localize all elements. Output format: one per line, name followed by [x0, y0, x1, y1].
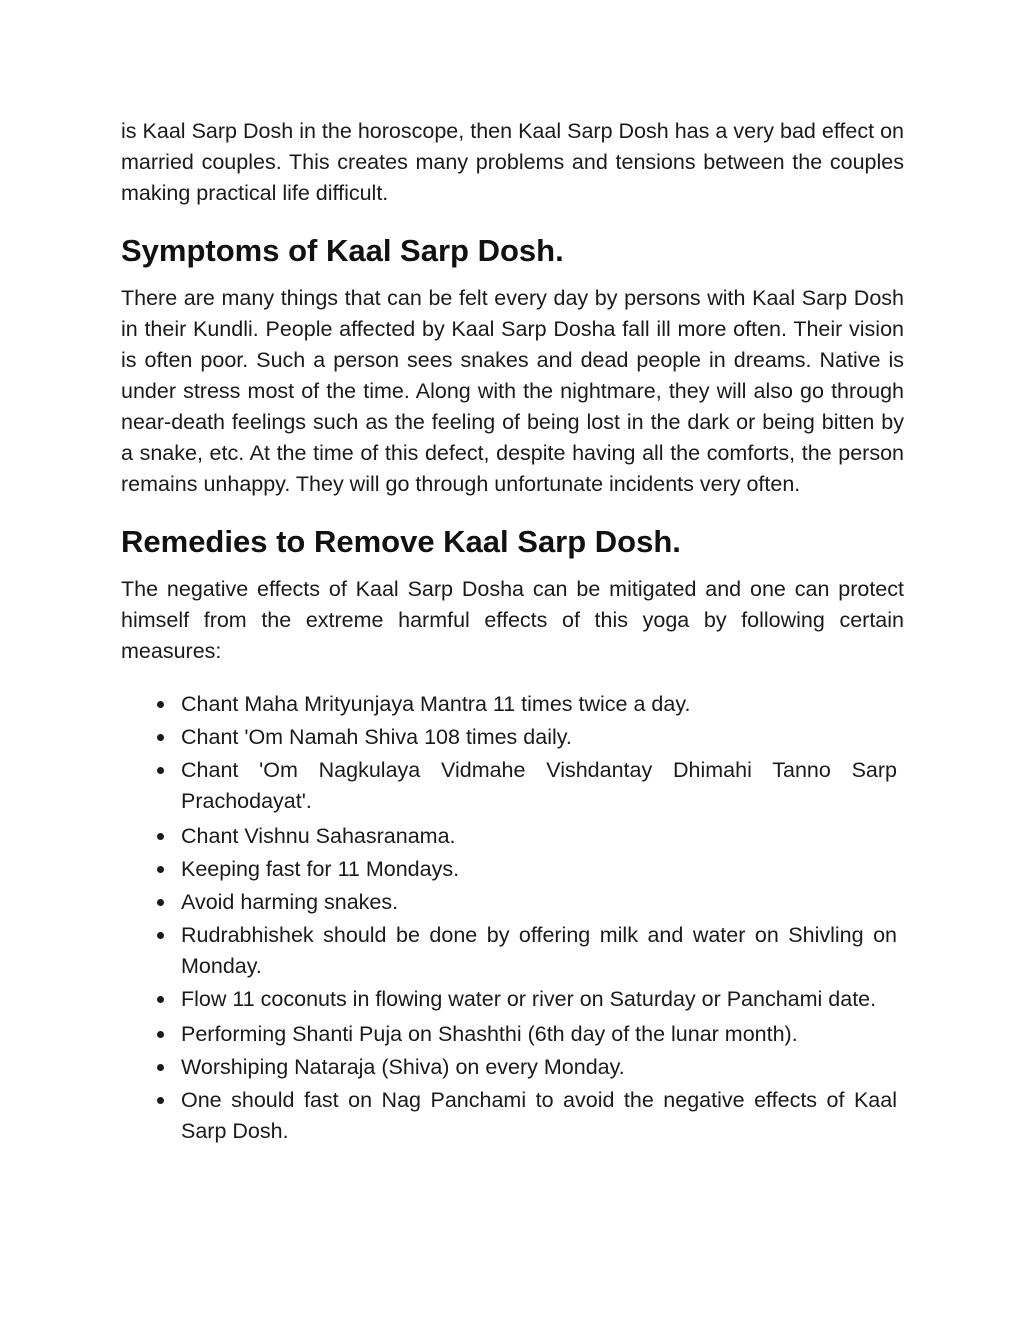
list-item-text: Avoid harming snakes. [181, 890, 399, 914]
bullet-icon [157, 701, 164, 708]
bullet-icon [157, 1031, 164, 1038]
bullet-icon [157, 1097, 164, 1104]
list-item [121, 821, 897, 852]
list-item-text: Performing Shanti Puja on Shashthi (6th day of the lunar month). [181, 1022, 798, 1046]
symptoms-paragraph: There are many things that can be felt every day by persons with Kaal Sarp Dosh in their Kundli. People affected by Kaal Sarp Dosha fall ill more often. Their vision is often poor. Such a person sees snakes and dead people in dreams. Native is under stress most of the time. Along with the nightmare, they will also go through near-death feelings such as the feeling of being lost in the dark or being bitten by a snake, etc. At the time of this defect, despite having all the comforts, the person remains unhappy. They will go through unfortunate incidents very often. [121, 286, 904, 496]
list-item [121, 1019, 897, 1050]
list-item-text: One should fast on Nag Panchami to avoid the negative effects of Kaal Sarp Dosh. [181, 1088, 897, 1143]
list-item [121, 689, 897, 720]
list-item [121, 920, 897, 982]
bullet-icon [157, 932, 164, 939]
list-item [121, 755, 897, 817]
remedies-paragraph: The negative effects of Kaal Sarp Dosha can be mitigated and one can protect himself from the extreme harmful effects of this yoga by following certain measures: [121, 577, 904, 663]
document-page [121, 116, 904, 1149]
list-item [121, 854, 897, 885]
list-item [121, 887, 897, 918]
list-item-text: Worshiping Nataraja (Shiva) on every Monday. [181, 1055, 625, 1079]
remedies-list [121, 689, 897, 1147]
list-item [121, 1085, 897, 1147]
symptoms-heading: Symptoms of Kaal Sarp Dosh. [121, 233, 564, 268]
list-item-text: Flow 11 coconuts in flowing water or river on Saturday or Panchami date. [181, 987, 877, 1011]
bullet-icon [157, 866, 164, 873]
list-item-text: Chant 'Om Nagkulaya Vidmahe Vishdantay Dhimahi Tanno Sarp Prachodayat'. [181, 758, 897, 813]
list-item-text: Rudrabhishek should be done by offering milk and water on Shivling on Monday. [181, 923, 897, 978]
list-item [121, 722, 897, 753]
bullet-icon [157, 833, 164, 840]
bullet-icon [157, 996, 164, 1003]
bullet-icon [157, 899, 164, 906]
list-item [121, 1052, 897, 1083]
bullet-icon [157, 734, 164, 741]
remedies-heading: Remedies to Remove Kaal Sarp Dosh. [121, 524, 681, 559]
list-item [121, 984, 897, 1015]
list-item-text: Chant 'Om Namah Shiva 108 times daily. [181, 725, 572, 749]
bullet-icon [157, 767, 164, 774]
list-item-text: Chant Vishnu Sahasranama. [181, 824, 456, 848]
list-item-text: Keeping fast for 11 Mondays. [181, 857, 460, 881]
list-item-text: Chant Maha Mrityunjaya Mantra 11 times twice a day. [181, 692, 691, 716]
intro-paragraph: is Kaal Sarp Dosh in the horoscope, then Kaal Sarp Dosh has a very bad effect on married couples. This creates many problems and tensions between the couples making practical life difficult. [121, 119, 904, 205]
bullet-icon [157, 1064, 164, 1071]
